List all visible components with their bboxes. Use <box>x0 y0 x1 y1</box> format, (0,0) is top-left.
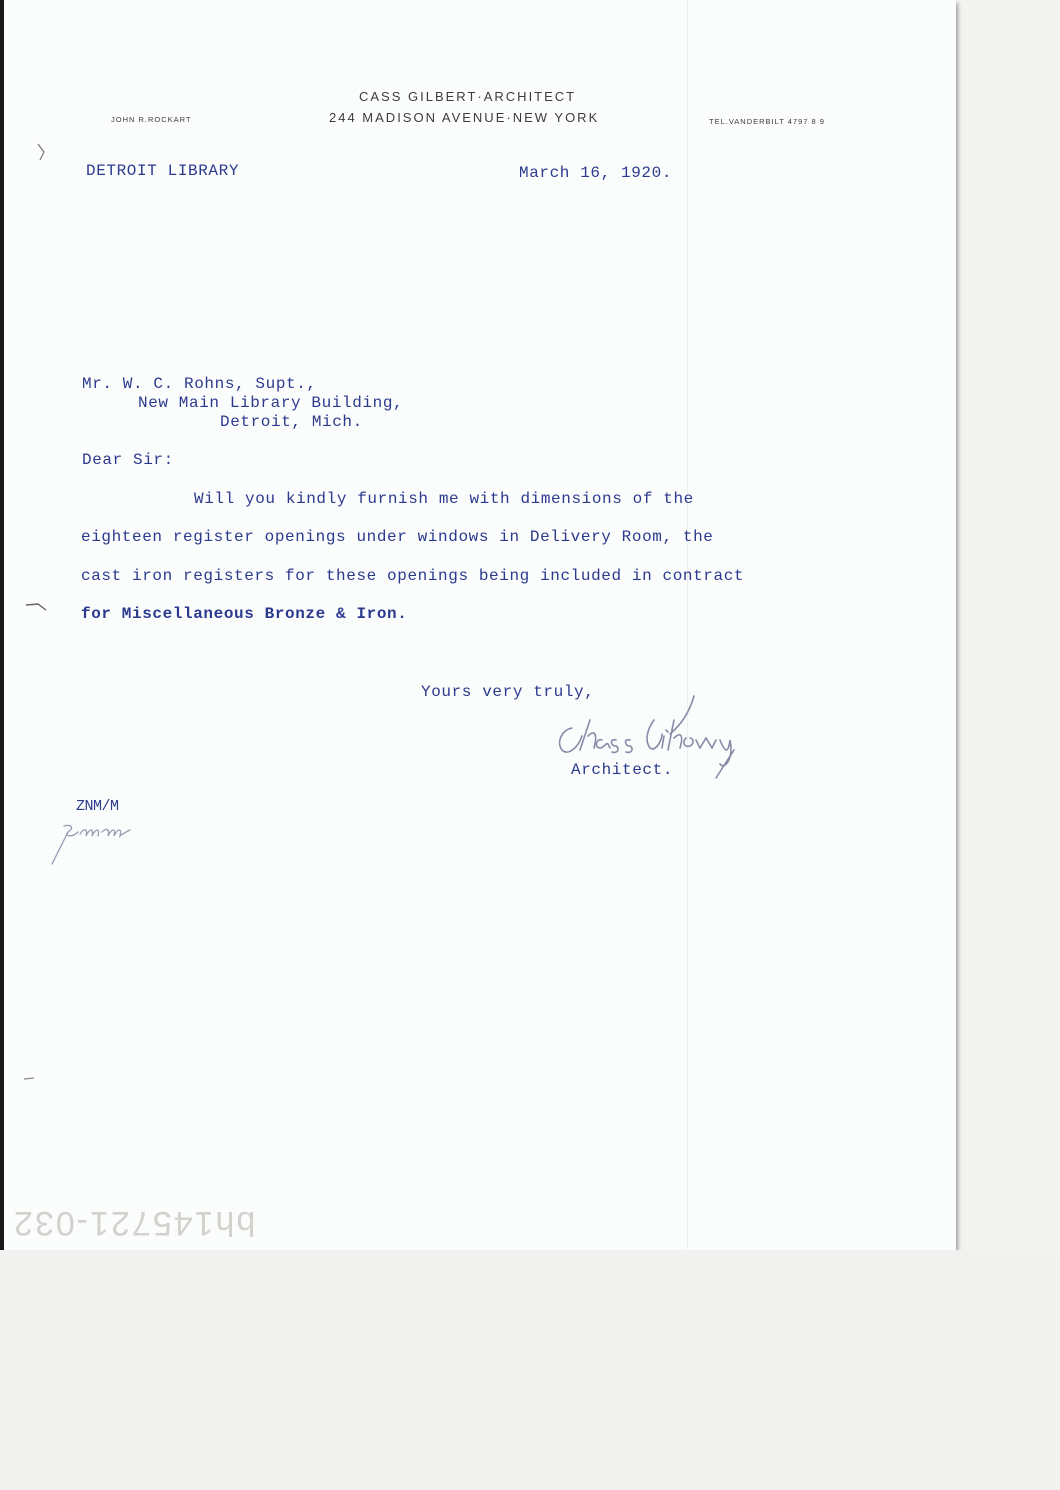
handwritten-initials <box>44 810 144 870</box>
recipient-line-1: Mr. W. C. Rohns, Supt., <box>82 375 317 393</box>
salutation: Dear Sir: <box>82 451 174 469</box>
letterhead-address: 244 MADISON AVENUE·NEW YORK <box>329 110 600 125</box>
recipient-line-3: Detroit, Mich. <box>220 413 363 431</box>
pin-mark <box>24 600 48 614</box>
signer-title: Architect. <box>571 761 674 779</box>
pin-mark <box>22 1073 38 1085</box>
letterhead-associate: JOHN R.ROCKART <box>111 115 192 124</box>
closing: Yours very truly, <box>421 683 595 701</box>
letterhead-firm: CASS GILBERT·ARCHITECT <box>359 89 577 104</box>
body-line-4: for Miscellaneous Bronze & Iron. <box>81 605 408 623</box>
scan-background <box>0 1250 1060 1490</box>
letter-sheet <box>4 0 956 1250</box>
letter-date: March 16, 1920. <box>519 164 673 182</box>
fold-line <box>687 0 688 1250</box>
pin-mark <box>34 142 50 162</box>
recipient-line-2: New Main Library Building, <box>138 394 404 412</box>
archive-stamp: bh145721-032 <box>12 1204 256 1242</box>
body-line-2: eighteen register openings under windows in Delivery Room, the <box>81 528 714 546</box>
letterhead-telephone: TEL.VANDERBILT 4797 8 9 <box>709 117 825 126</box>
body-line-3: cast iron registers for these openings being included in contract <box>81 567 745 585</box>
body-line-1: Will you kindly furnish me with dimensions of the <box>194 490 694 508</box>
subject-line: DETROIT LIBRARY <box>86 162 240 180</box>
reference-initials: ZNM/M <box>76 798 119 815</box>
